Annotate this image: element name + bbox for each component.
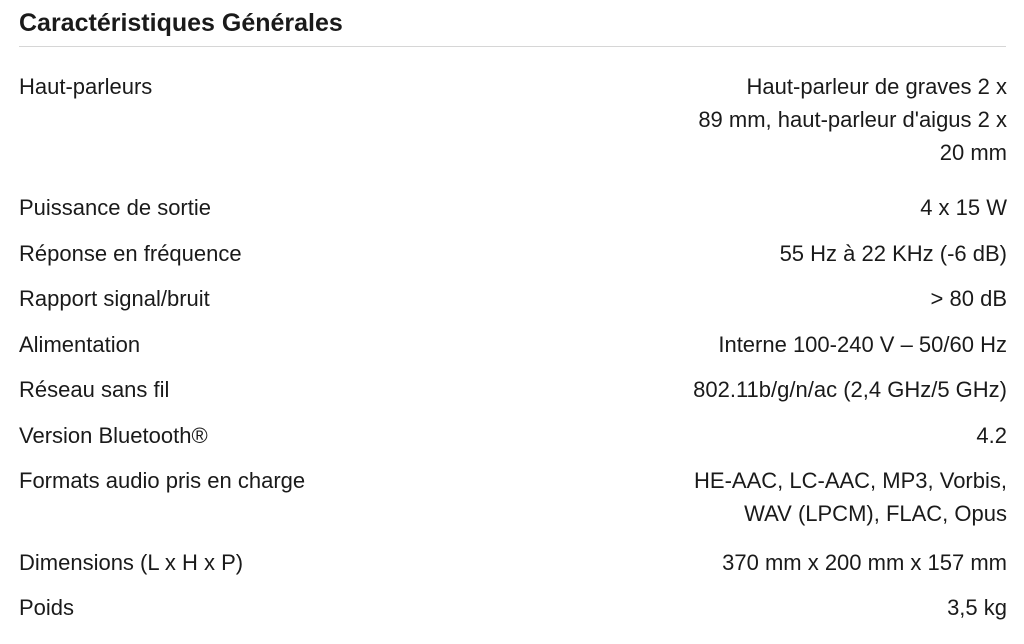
spec-label: Rapport signal/bruit — [19, 286, 210, 311]
spec-label: Alimentation — [19, 332, 141, 357]
spec-label: Réponse en fréquence — [19, 241, 242, 266]
spec-value-line: HE-AAC, LC-AAC, MP3, Vorbis, — [694, 468, 1007, 493]
spec-value-line: 3,5 kg — [947, 595, 1007, 620]
spec-value-line: 370 mm x 200 mm x 157 mm — [722, 550, 1007, 575]
spec-label: Haut-parleurs — [19, 74, 153, 99]
spec-value — [976, 419, 1007, 452]
spec-value — [920, 191, 1007, 224]
spec-value-line: 4 x 15 W — [920, 195, 1007, 220]
spec-value-line: 89 mm, haut-parleur d'aigus 2 x — [698, 107, 1007, 132]
spec-value — [693, 373, 1007, 406]
spec-label: Formats audio pris en charge — [19, 468, 306, 493]
spec-value — [694, 464, 1007, 530]
spec-value — [718, 328, 1007, 361]
title-divider — [19, 46, 1006, 47]
spec-value-line: WAV (LPCM), FLAC, Opus — [744, 501, 1007, 526]
spec-label: Version Bluetooth® — [19, 423, 208, 448]
spec-value — [947, 591, 1007, 624]
spec-label: Puissance de sortie — [19, 195, 211, 220]
spec-value — [931, 282, 1007, 315]
section-title: Caractéristiques Générales — [19, 9, 343, 37]
spec-value-line: > 80 dB — [930, 286, 1007, 311]
spec-value — [698, 70, 1007, 169]
spec-value-line: 802.11b/g/n/ac (2,4 GHz/5 GHz) — [693, 377, 1007, 402]
spec-value-line: 20 mm — [939, 140, 1007, 165]
spec-value-line: 55 Hz à 22 KHz (-6 dB) — [779, 241, 1007, 266]
spec-value — [722, 546, 1007, 579]
spec-value-line: 4.2 — [976, 423, 1007, 448]
spec-label: Dimensions (L x H x P) — [19, 550, 244, 575]
spec-label: Réseau sans fil — [19, 377, 170, 402]
spec-value-line: Haut-parleur de graves 2 x — [746, 74, 1007, 99]
spec-value-line: Interne 100-240 V – 50/60 Hz — [718, 332, 1007, 357]
spec-value — [780, 237, 1007, 270]
spec-label: Poids — [19, 595, 75, 620]
